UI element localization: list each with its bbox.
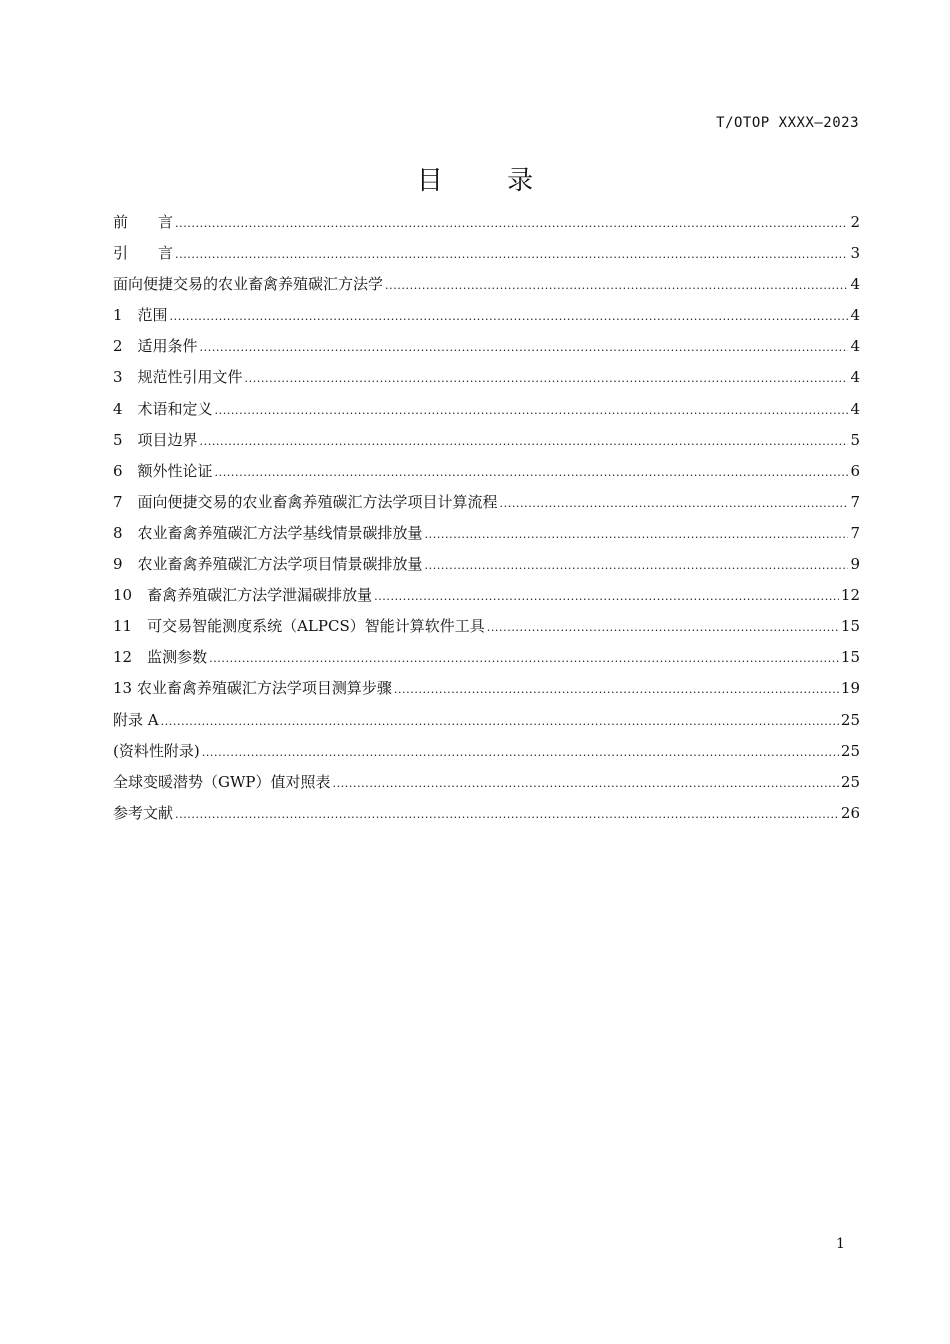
toc-entry-page: 4 [850,368,860,387]
toc-leader-dots [333,768,839,799]
toc-entry-page: 26 [840,803,860,822]
toc-entry[interactable] [113,642,860,673]
toc-entry-label: 1 范围 [113,306,168,325]
toc-entry[interactable] [113,518,860,549]
toc-entry[interactable] [113,456,860,487]
toc-entry[interactable] [113,331,860,362]
toc-entry-page: 4 [850,306,860,325]
toc-entry-page: 3 [850,244,860,263]
toc-leader-dots [385,270,848,301]
toc-entry-page: 9 [850,555,860,574]
toc-entry[interactable] [113,300,860,331]
toc-entry-page: 4 [850,275,860,294]
toc-entry-label: 10 畜禽养殖碳汇方法学泄漏碳排放量 [113,586,373,605]
toc-leader-dots [215,395,849,426]
toc-entry-page: 15 [840,617,860,636]
toc-entry-label: (资料性附录) [113,741,200,760]
toc-entry-label: 9 农业畜禽养殖碳汇方法学项目情景碳排放量 [113,555,423,574]
toc-entry[interactable] [113,487,860,518]
toc-entry-page: 4 [850,337,860,356]
toc-entry[interactable] [113,394,860,425]
toc-entry-label: 面向便捷交易的农业畜禽养殖碳汇方法学 [113,275,384,294]
toc-entry[interactable] [113,269,860,300]
toc-leader-dots [425,550,849,581]
toc-entry-label: 7 面向便捷交易的农业畜禽养殖碳汇方法学项目计算流程 [113,492,498,511]
toc-leader-dots [245,363,849,394]
toc-entry[interactable] [113,798,860,829]
toc-entry-label: 2 适用条件 [113,337,198,356]
toc-entry[interactable] [113,362,860,393]
toc-entry-page: 25 [840,710,860,729]
toc-entry[interactable] [113,549,860,580]
toc-entry[interactable] [113,736,860,767]
toc-leader-dots [374,581,839,612]
toc-entry-label: 4 术语和定义 [113,399,213,418]
toc-entry-page: 5 [850,430,860,449]
toc-entry[interactable] [113,673,860,704]
toc-entry[interactable] [113,238,860,269]
toc-entry-label: 13 农业畜禽养殖碳汇方法学项目测算步骤 [113,679,392,698]
toc-leader-dots [200,426,849,457]
toc-entry-page: 7 [850,523,860,542]
toc-entry-page: 12 [840,586,860,605]
toc-entry-label: 全球变暖潜势（GWP）值对照表 [113,772,331,791]
toc-entry-label: 前 言 [113,213,174,231]
toc-entry-label: 6 额外性论证 [113,461,213,480]
toc-leader-dots [175,208,848,239]
toc-leader-dots [175,239,848,270]
toc-entry-label: 11 可交易智能测度系统（ALPCS）智能计算软件工具 [113,617,485,636]
toc-entry-page: 19 [840,679,860,698]
toc-entry-page: 15 [840,648,860,667]
toc-entry-page: 2 [850,213,860,231]
toc-leader-dots [394,674,839,705]
toc-leader-dots [487,612,839,643]
toc-entry[interactable] [113,611,860,642]
toc-leader-dots [215,457,849,488]
toc-leader-dots [202,737,839,768]
toc-leader-dots [209,643,839,674]
toc-entry-page: 6 [850,461,860,480]
toc-leader-dots [161,706,839,737]
toc-entry-label: 12 监测参数 [113,648,208,667]
toc-entry[interactable] [113,580,860,611]
toc-entry-page: 25 [840,741,860,760]
toc-entry-label: 引 言 [113,244,174,263]
toc-entry-page: 25 [840,772,860,791]
toc-entry[interactable] [113,767,860,798]
toc-entry-label: 8 农业畜禽养殖碳汇方法学基线情景碳排放量 [113,523,423,542]
toc-leader-dots [170,301,849,332]
toc-leader-dots [425,519,849,550]
toc-entry[interactable] [113,425,860,456]
toc-entry-label: 附录 A [113,710,159,729]
toc-entry-label: 3 规范性引用文件 [113,368,243,387]
page-number: 1 [836,1236,845,1252]
toc-entry[interactable] [113,705,860,736]
toc-entry-label: 5 项目边界 [113,430,198,449]
toc-leader-dots [200,332,849,363]
toc-entry-page: 4 [850,399,860,418]
toc-entry-label: 参考文献 [113,803,174,822]
toc-entry-page: 7 [850,492,860,511]
standard-code: T/OTOP XXXX—2023 [716,115,859,131]
toc-leader-dots [175,799,839,830]
toc-entry[interactable] [113,207,860,238]
toc-leader-dots [500,488,849,519]
page-title: 目 录 [416,166,562,196]
table-of-contents [113,207,860,829]
